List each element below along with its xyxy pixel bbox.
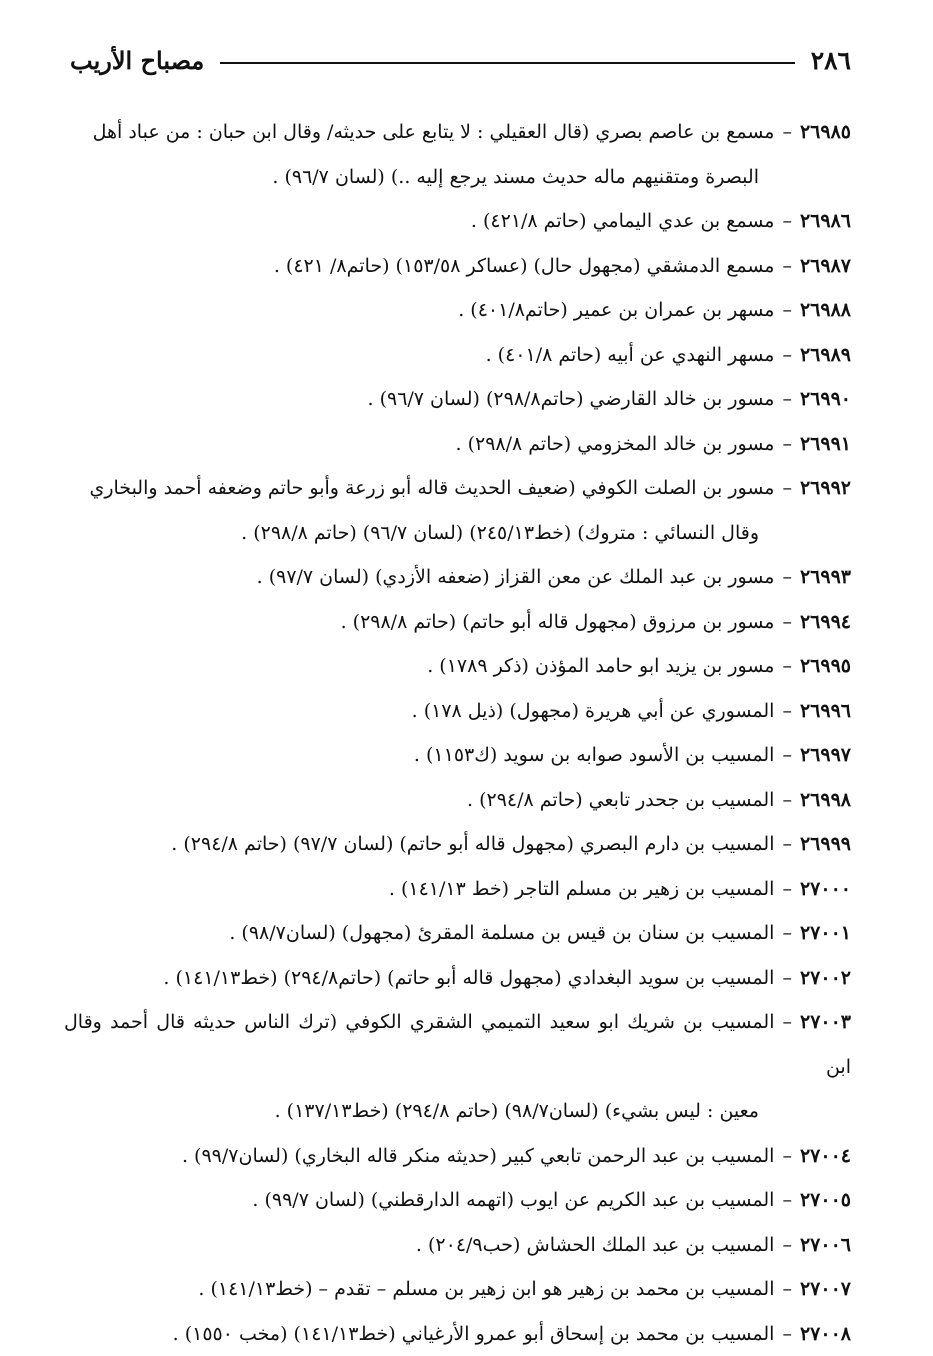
entry-dash: – (782, 878, 792, 900)
entry-dash: – (782, 121, 792, 143)
entry-0 (64, 110, 851, 199)
entry-4 (64, 333, 851, 378)
entry-number: ٢٧٠٠١ (800, 922, 851, 944)
entry-number: ٢٦٩٨٧ (800, 255, 851, 277)
entry-text: المسيب بن عبد الملك الحشاش (حب٢٠٤/٩) . (416, 1234, 775, 1256)
entry-text: المسيب بن محمد بن إسحاق أبو عمرو الأرغياني (خط١٤١/١٣) (مخب ١٥٥٠) . (173, 1323, 775, 1345)
entry-dash: – (782, 255, 792, 277)
entry-dash: – (782, 477, 792, 499)
entry-dash: – (782, 1011, 792, 1033)
entry-dash: – (782, 566, 792, 588)
entry-number: ٢٧٠٠٤ (800, 1145, 851, 1167)
entry-number: ٢٧٠٠٦ (800, 1234, 851, 1256)
entry-list (64, 110, 851, 1356)
page-number: ٢٨٦ (811, 46, 851, 75)
entry-dash: – (782, 611, 792, 633)
entry-text: المسيب بن زهير بن مسلم التاجر (خط ١٤١/١٣) . (389, 878, 775, 900)
entry-number: ٢٧٠٠٣ (800, 1011, 851, 1033)
entry-number: ٢٦٩٩٨ (800, 789, 851, 811)
entry-number: ٢٦٩٩٦ (800, 700, 851, 722)
entry-7 (64, 466, 851, 555)
running-title: مصباح الأريب (70, 46, 204, 75)
entry-number: ٢٦٩٩٩ (800, 833, 851, 855)
entry-number: ٢٦٩٨٩ (800, 344, 851, 366)
entry-dash: – (782, 433, 792, 455)
entry-3 (64, 288, 851, 333)
entry-10 (64, 644, 851, 689)
entry-text: مسور بن الصلت الكوفي (ضعيف الحديث قاله أبو زرعة وأبو حاتم وضعفه أحمد والبخاري (89, 477, 774, 499)
header-rule (220, 62, 794, 64)
entry-6 (64, 422, 851, 467)
entry-17 (64, 956, 851, 1001)
entry-number: ٢٦٩٩٣ (800, 566, 851, 588)
entry-9 (64, 600, 851, 645)
entry-number: ٢٦٩٨٨ (800, 299, 851, 321)
entry-dash: – (782, 744, 792, 766)
entry-dash: – (782, 700, 792, 722)
entry-dash: – (782, 1323, 792, 1345)
entry-number: ٢٦٩٨٦ (800, 210, 851, 232)
entry-16 (64, 911, 851, 956)
entry-15 (64, 867, 851, 912)
entry-number: ٢٦٩٩٥ (800, 655, 851, 677)
entry-text: مسور بن يزيد ابو حامد المؤذن (ذكر ١٧٨٩) . (427, 655, 774, 677)
entry-text: مسور بن خالد القارضي (حاتم٢٩٨/٨) (لسان ٩٦/٧) . (367, 388, 774, 410)
entry-text: المسيب بن محمد بن زهير هو ابن زهير بن مسلم – تقدم – (خط١٤١/١٣) . (198, 1278, 774, 1300)
entry-dash: – (782, 1145, 792, 1167)
entry-12 (64, 733, 851, 778)
entry-5 (64, 377, 851, 422)
entry-number: ٢٦٩٩٠ (800, 388, 851, 410)
entry-number: ٢٦٩٨٥ (800, 121, 851, 143)
entry-text: المسيب بن عبد الرحمن تابعي كبير (حديثه منكر قاله البخاري) (لسان٩٩/٧) . (182, 1145, 775, 1167)
entry-dash: – (782, 655, 792, 677)
entry-number: ٢٧٠٠٧ (800, 1278, 851, 1300)
entry-text: المسيب بن عبد الكريم عن ايوب (اتهمه الدارقطني) (لسان ٩٩/٧) . (252, 1189, 774, 1211)
entry-number: ٢٧٠٠٢ (800, 967, 851, 989)
entry-14 (64, 822, 851, 867)
entry-text: المسيب بن الأسود صوابه بن سويد (ك١١٥٣) . (414, 744, 775, 766)
entry-text: مسمع بن عاصم بصري (قال العقيلي : لا يتابع على حديثه/ وقال ابن حبان : من عباد أهل (93, 121, 775, 143)
entry-dash: – (782, 922, 792, 944)
entry-22 (64, 1267, 851, 1312)
entry-text: المسيب بن سويد البغدادي (مجهول قاله أبو حاتم) (حاتم٢٩٤/٨) (خط١٤١/١٣) . (163, 967, 774, 989)
entry-text: المسيب بن شريك ابو سعيد التميمي الشقري الكوفي (ترك الناس حديثه قال أحمد وقال ابن (64, 1011, 851, 1078)
entry-number: ٢٦٩٩٧ (800, 744, 851, 766)
entry-dash: – (782, 299, 792, 321)
entry-8 (64, 555, 851, 600)
entry-text: مسور بن عبد الملك عن معن القزاز (ضعفه الأزدي) (لسان ٩٧/٧) . (257, 566, 775, 588)
entry-text: مسهر النهدي عن أبيه (حاتم ٤٠١/٨) . (486, 344, 775, 366)
entry-number: ٢٧٠٠٨ (800, 1323, 851, 1345)
entry-number: ٢٧٠٠٥ (800, 1189, 851, 1211)
entry-dash: – (782, 388, 792, 410)
entry-dash: – (782, 344, 792, 366)
entry-number: ٢٦٩٩٢ (800, 477, 851, 499)
entry-text: مسهر بن عمران بن عمير (حاتم٤٠١/٨) . (458, 299, 774, 321)
entry-1 (64, 199, 851, 244)
entry-text: المسيب بن سنان بن قيس بن مسلمة المقرئ (مجهول) (لسان٩٨/٧) . (229, 922, 774, 944)
entry-continuation: معين : ليس بشيء) (لسان٩٨/٧) (حاتم ٢٩٤/٨) (خط١٣٧/١٣) . (64, 1089, 851, 1134)
entry-21 (64, 1223, 851, 1268)
entry-dash: – (782, 833, 792, 855)
entry-23 (64, 1312, 851, 1356)
entry-2 (64, 244, 851, 289)
entry-text: مسور بن مرزوق (مجهول قاله أبو حاتم) (حاتم ٢٩٨/٨) . (341, 611, 775, 633)
entry-number: ٢٦٩٩١ (800, 433, 851, 455)
entry-number: ٢٧٠٠٠ (800, 878, 851, 900)
entry-text: المسيب بن جحدر تابعي (حاتم ٢٩٤/٨) . (467, 789, 774, 811)
entry-dash: – (782, 967, 792, 989)
entry-text: المسوري عن أبي هريرة (مجهول) (ذيل ١٧٨) . (412, 700, 775, 722)
entry-dash: – (782, 1234, 792, 1256)
entry-20 (64, 1178, 851, 1223)
entry-text: المسيب بن دارم البصري (مجهول قاله أبو حاتم) (لسان ٩٧/٧) (حاتم ٢٩٤/٨) . (171, 833, 774, 855)
entry-continuation: وقال النسائي : متروك) (خط٢٤٥/١٣) (لسان ٩٦/٧) (حاتم ٢٩٨/٨) . (64, 511, 851, 556)
entry-dash: – (782, 1278, 792, 1300)
entry-dash: – (782, 210, 792, 232)
entry-11 (64, 689, 851, 734)
entry-number: ٢٦٩٩٤ (800, 611, 851, 633)
entry-text: مسمع بن عدي اليمامي (حاتم ٤٢١/٨) . (471, 210, 775, 232)
entry-18 (64, 1000, 851, 1134)
entry-dash: – (782, 1189, 792, 1211)
entry-text: مسور بن خالد المخزومي (حاتم ٢٩٨/٨) . (456, 433, 775, 455)
entry-19 (64, 1134, 851, 1179)
entry-13 (64, 778, 851, 823)
entry-text: مسمع الدمشقي (مجهول حال) (عساكر ١٥٣/٥٨) (حاتم٨/ ٤٢١) . (274, 255, 775, 277)
entry-continuation: البصرة ومتقنيهم ماله حديث مسند يرجع إليه ..) (لسان ٩٦/٧) . (64, 155, 851, 200)
entry-dash: – (782, 789, 792, 811)
page-header (70, 40, 851, 80)
